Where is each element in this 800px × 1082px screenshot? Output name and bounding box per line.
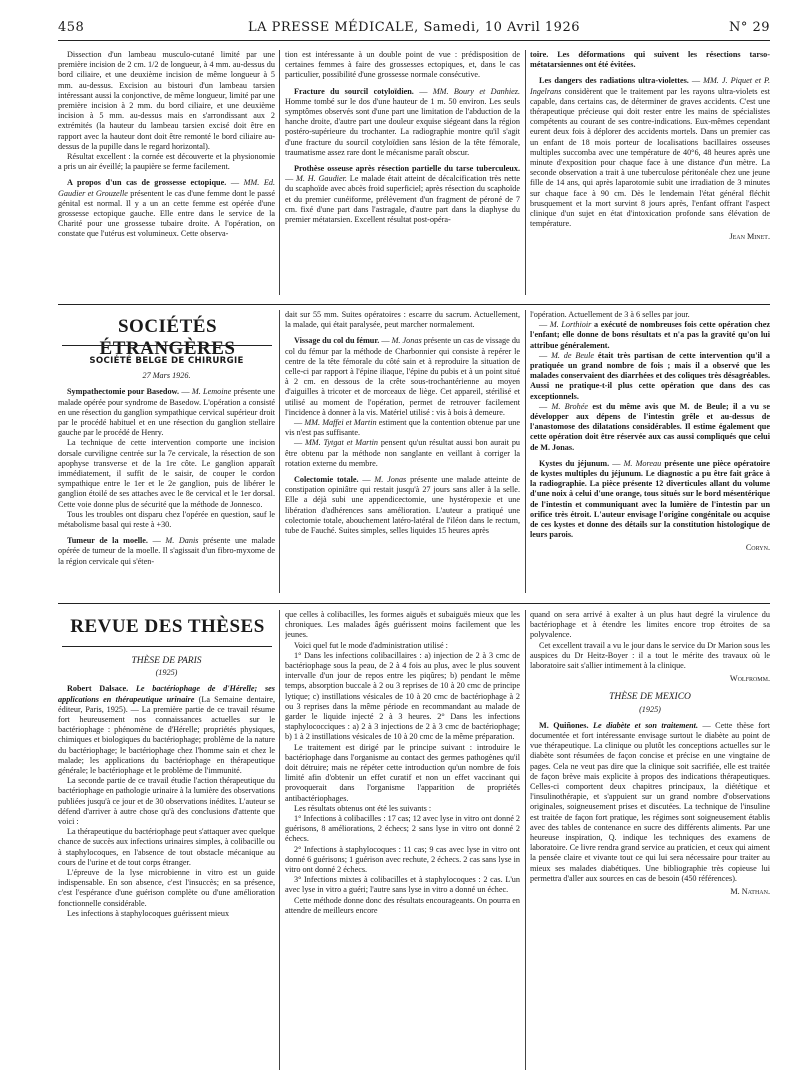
paragraph-text: est du même avis que M. de Beule; il a vu se développer aux dépens de l'intestin grêle et au-dessus de l'anastomose des dilatations considérables. Il estime également que cette opération doit être réservée aux cas aussi compliqués que celui de M. Jonas.	[530, 401, 770, 452]
paragraph	[285, 310, 520, 330]
paragraph-text: La seconde partie de ce travail étudie l'action thérapeutique du bactériophage en pathologie urinaire à la lumière des observations publiées jusqu'à ce jour et de 30 observations inédites. L'auteur se défend d'arriver à autre chose qu'à des conclusions d'attente que voici :	[58, 776, 275, 827]
paragraph	[285, 896, 520, 916]
paragraph-text: 2° Infections à staphylocoques : 11 cas; 9 cas avec lyse in vitro ont donné 6 guérisons; 1 guérison avec rechute, 2 échecs. 2 cas sans lyse in vitro ont donné 2 échecs.	[285, 844, 520, 875]
societes-column-1	[58, 350, 275, 585]
article-title: Le bactériophage de d'Hérelle; ses applications en thérapeutique urinaire	[58, 684, 275, 704]
article-heading: Vissage du col du fémur.	[294, 336, 382, 346]
paragraph-text: Résultat excellent : la cornée est découverte et la physionomie a pris un air éveillé; la paupière se ferme facilement.	[58, 152, 275, 172]
signature: Coryn.	[745, 543, 770, 553]
societes-column-3	[530, 310, 770, 600]
article-title: Le diabète et son traitement.	[593, 720, 703, 730]
top-column-3	[530, 50, 770, 300]
top-column-1	[58, 50, 275, 295]
paragraph-text: tion est intéressante à un double point de vue : prédisposition de certaines femmes à faire des grossesses ectopiques, et, dans le cas particulier, possibilité d'une grossesse normale consécutive.	[285, 50, 520, 80]
author: MM. Maffei et Martin	[304, 418, 379, 428]
paragraph: Sympathectomie pour Basedow. — M. Lemoine présente une malade opérée pour syndrome de Basedow. L'opération a consisté en une résection du ganglion sympathique cervical supérieur droit par le procédé habituel et en une résection du ganglion stellaire gauche par le procédé de Henry.	[58, 387, 275, 438]
paragraph	[58, 868, 275, 909]
paragraph-text: présente un cas de vissage du col du fémur par la méthode de Charbonnier qui consiste à repérer le centre de la tête fémorale du côté sain et à reproduire la situation de celle-ci par rapport à l'épine iliaque, l'épine du pubis et à un point situé à 2 cm. en dessous de la crête sous-trochantérienne au moyen d'aiguilles à tricoter et de morceaux de liège. Cet appareil, stérilisé et utilisé au moment de l'opération, permet de retrouver facilement l'incidence à donner à la vis. Matériel utilisé : vis à bois à demeure.	[285, 336, 520, 417]
page-number: 458	[58, 20, 85, 35]
author: M. Danis	[165, 536, 204, 546]
paragraph-text: Cette méthode donne donc des résultats encourageants. On pourra en attendre de meilleurs encore	[285, 895, 520, 915]
author: M. Jonas	[391, 336, 424, 346]
paragraph	[285, 641, 520, 651]
paragraph	[530, 50, 770, 70]
paragraph-text: Homme tombé sur le dos d'une hauteur de 1 m. 50 environ. Les seuls symptômes observés sont d'une part une limitation de l'abduction de la hanche droite, d'autre part une douleur exquise siégeant dans la région postéro-supérieure du trochanter. La radiographie montre qu'il s'agit d'une fracture du sourcil cotyloïdien sans lésion de la tête fémorale, traumatisme assez rare dont le mécanisme paraît obscur.	[285, 96, 520, 157]
section-divider	[58, 603, 770, 604]
paragraph: — MM. Tytgat et Martin pensent qu'un résultat aussi bon aurait pu être obtenu par la méthode non sanglante en veillant à corriger la rotation externe du membre.	[285, 438, 520, 468]
paragraph-text: Voici quel fut le mode d'administration utilisé :	[294, 640, 448, 650]
paragraph	[58, 827, 275, 868]
article-heading: Tumeur de la moelle.	[67, 536, 153, 546]
session-date: 27 Mars 1926.	[142, 371, 191, 381]
paragraph-text: 3° Infections mixtes à colibacilles et à staphylocoques : 2 cas. L'un avec lyse in vitro a guéri; l'autre sans lyse in vitro a donné un échec.	[285, 875, 520, 895]
author: MM. Boury et Danhiez.	[432, 86, 520, 96]
paragraph: Prothèse osseuse après résection partielle du tarse tuberculeux. — M. H. Gaudier. Le malade était atteint de décalcification très nette du scaphoïde avec abcès froid superficiel; après résection du scaphoïde et du premier cunéiforme, prélèvement d'un fragment de péroné de 7 cm. fixé d'une part dans l'astragale, d'autre part dans la diaphyse du premier métatarsien. Excellent résultat post-opéra-	[285, 164, 520, 225]
section-title-societes: SOCIÉTÉS ÉTRANGÈRES	[99, 316, 236, 359]
paragraph: — M. Lorthioir a exécuté de nombreuses fois cette opération chez l'enfant; elle donne de bons résultats et n'a pas la gravité qu'on lui attribue généralement.	[530, 320, 770, 350]
paragraph-text: Les résultats obtenus ont été les suivants :	[294, 803, 432, 813]
signature: Wolfromm.	[729, 674, 770, 684]
author: MM. Ed. Gaudier et Grouzelle	[58, 178, 275, 198]
paragraph-text: présente une malade atteinte de constipation opiniâtre qui restait jusqu'à 27 jours sans aller à la selle. Elle a déjà subi une appendicectomie, une hystéropexie et une libération d'adhérences sans amélioration. L'auteur a pratiqué une colectomie totale, abouchement latéro-latéral de l'iléon dans le rectum, tube de Fauché. Suites simples, selles liquides 15 heures après	[285, 475, 520, 536]
paragraph-text: 1° Infections à colibacilles : 17 cas; 12 avec lyse in vitro ont donné 2 guérisons, 8 améliorations, 2 échecs; 2 sans lyse in vitro ont donné 2 échecs.	[285, 814, 520, 844]
paragraph-text: était très partisan de cette intervention qu'il a pratiquée un grand nombre de fois ; mais il a observé que les malades conservaient des diarrhées et des coliques très désagréables. Aussi ne pratique-t-il plus cette opération que dans des cas exceptionnels.	[530, 350, 770, 401]
paragraph	[285, 804, 520, 814]
signature: M. Nathan.	[730, 887, 770, 897]
signature: Jean Minet.	[729, 232, 770, 242]
paragraph	[285, 610, 520, 641]
paragraph-text: La technique de cette intervention comporte une incision dorsale curviligne centrée sur la 7e cervicale, la résection de son apophyse transverse et de la 1re côte. Le ganglion apparaît immédiatement, il suffit de le saisir, de couper le cordon sympathique entre le 1er et le 2e ganglion, puis de libérer le ganglion étoilé de ses attaches avec le 8e cervical et le 1er dorsal. Cette voie donne plus de sécurité que la méthode de Jonnesco.	[58, 438, 275, 509]
section-divider	[58, 304, 770, 305]
paragraph: Tumeur de la moelle. — M. Danis présente une malade opérée de tumeur de la moelle. Il s'agissait d'un fibro-myxome de la région cervicale qui s'éten-	[58, 536, 275, 566]
paragraph-text: considèrent que le traitement par les rayons ultra-violets est capable, dans certains cas, de déterminer de graves accidents. C'est une thérapeutique précieuse qui doit rester entre les mains de spécialistes compétents au courant de ses contre-indications. Eux-mêmes cependant eurent deux fois à déplorer des accidents mortels. Dans un premier cas un enfant de 18 mois porteur de localisations bacillaires osseuses multiples succomba avec une température de 40°6, 48 heures après une minute d'exposition pour chaque face à une distance d'un mètre. La seconde observation a trait à une tuberculose péritonéale chez une jeune fille de 14 ans, qui après laparotomie subit une irradiation de 3 minutes sur chaque face à 90 cm. Dès le lendemain l'état général fléchit brusquement et la mort survint 8 jours après, l'enfant offrant l'aspect clinique d'un sujet en état d'intoxication profonde sans élévation de température.	[530, 86, 770, 229]
paragraph-text: présente une malade opérée pour syndrome de Basedow. L'opération a consisté en une résection du ganglion sympathique cervical supérieur droit par le procédé habituel et en une résection du ganglion stellaire gauche par le procédé de Henry.	[58, 387, 275, 438]
paragraph: — M. de Beule était très partisan de cette intervention qu'il a pratiquée un grand nombre de fois ; mais il a observé que les malades conservaient des diarrhées et des coliques très désagréables. Aussi ne pratique-t-il plus cette opération que dans des cas exceptionnels.	[530, 350, 770, 401]
author: MM. Tytgat et Martin	[304, 438, 381, 448]
paragraph-text: Dissection d'un lambeau musculo-cutané limité par une première incision de 2 cm. 1/2 de longueur, à 4 mm. au-dessus du bord ciliaire, et une deuxième incision de même longueur à 5 mm. au-dessus. Excision au bistouri d'un lambeau tarsien intéressant aussi la conjonctive, de même longueur, limité par une première incision à 2 mm. du bord ciliaire, et une deuxième incision à 5 mm. au-dessus mais en s'arrondissant aux 2 extrémités (la hauteur du lambeau tarsien excisé doit être en rapport avec la hauteur dont doit être remonté le bord ciliaire au-dessus de la pupille dans le regard horizontal).	[58, 50, 275, 151]
paragraph-text: présentent le cas d'une femme dont le passé génital est normal. Il y a un an cette femme est opérée d'une grossesse ectopique gauche. Elle entre dans le service de la Charité pour une grossesse tubaire droite. A l'opération, on constate que l'utérus est volumineux. Cette observa-	[58, 188, 275, 239]
paragraph: Kystes du jéjunum. — M. Moreau présente une pièce opératoire de kystes multiples du jéjunum. Le diagnostic a pu être fait grâce à la radiographie. La pièce présente 12 diverticules allant du volume d'une noix à celui d'une orange, tous situés sur le bord mésentérique de l'intestin et communiquant avec la lumière de l'intestin par un orifice très étroit. L'auteur envisage l'origine congénitale ou acquise de ces kystes et donne des détails sur la constitution histologique de leurs parois.	[530, 458, 770, 540]
paragraph: A propos d'un cas de grossesse ectopique. — MM. Ed. Gaudier et Grouzelle présentent le cas d'une femme dont le passé génital est normal. Il y a un an cette femme est opérée d'une grossesse ectopique gauche. Elle entre dans le service de la Charité pour une grossesse tubaire droite. A l'opération, on constate que l'utérus est volumineux. Cette observa-	[58, 178, 275, 239]
paragraph	[285, 814, 520, 845]
paragraph-text: Tous les troubles ont disparu chez l'opérée en question, sauf le métabolisme basal qui reste à +30.	[58, 509, 275, 530]
paragraph	[58, 684, 275, 776]
article-heading: M. Quiñones.	[539, 720, 593, 730]
paragraph	[58, 909, 275, 919]
issue-number: N° 29	[728, 20, 770, 35]
paragraph	[58, 152, 275, 172]
author: M. Jonas	[374, 475, 411, 485]
paragraph-text: L'épreuve de la lyse microbienne in vitro est un guide indispensable. En son absence, c'est l'insuccès; en sa présence, c'est l'espérance d'une guérison complète ou d'une amélioration fonctionnelle considérable.	[58, 868, 275, 908]
paragraph	[530, 610, 770, 641]
paragraph-text: estiment que la contention obtenue par une vis n'est pas suffisante.	[285, 418, 520, 438]
article-heading: Les dangers des radiations ultra-violettes.	[539, 76, 692, 86]
paragraph-text: (La Semaine dentaire, éditeur, Paris, 1925). — La première partie de ce travail résume fort heureusement nos connaissances actuelles sur le bactériophage : phénomène de d'Hérelle; propriétés physiques, chimiques et biologiques du bactériophage; problème de la nature du bactériophage; le bactériophage chez l'homme sain et chez le malade; les applications du bactériophage en thérapeutique générale; le bactériophage et le problème de l'immunité.	[58, 694, 275, 776]
paragraph	[530, 310, 770, 320]
societes-column-2	[285, 310, 520, 593]
paragraph	[285, 651, 520, 743]
top-column-2	[285, 50, 520, 295]
article-heading: Robert Dalsace.	[67, 684, 136, 694]
paragraph	[58, 438, 275, 509]
article-heading: Kystes du jéjunum.	[539, 458, 613, 468]
these-heading: THÈSE DE MEXICO	[609, 692, 691, 703]
article-heading: Fracture du sourcil cotyloïdien.	[294, 86, 420, 96]
author: M. Moreau	[623, 458, 665, 468]
paragraph: Fracture du sourcil cotyloïdien. — MM. Boury et Danhiez. Homme tombé sur le dos d'une hauteur de 1 m. 50 environ. Les seuls symptômes observés sont d'une part une limitation de l'abduction de la hanche droite, d'autre part une douleur exquise siégeant dans la région postéro-supérieure du trochanter. La radiographie montre qu'il s'agit d'une fracture du sourcil cotyloïdien sans lésion de la tête fémorale, traumatisme assez rare dont le mécanisme paraît obscur.	[285, 86, 520, 157]
author: M. de Beule	[551, 350, 598, 360]
these-year: (1925)	[155, 668, 178, 678]
paragraph-text: l'opération. Actuellement de 3 à 6 selles par jour.	[530, 310, 690, 319]
society-subtitle: SOCIÉTÉ BELGE DE CHIRURGIE	[89, 356, 244, 366]
theses-column-3	[530, 610, 770, 1070]
journal-title: LA PRESSE MÉDICALE, Samedi, 10 Avril 1926	[247, 20, 580, 35]
paragraph	[285, 50, 520, 81]
paragraph-text: 1° Dans les infections colibacillaires : a) injection de 2 à 3 cmc de bactériophage sous la peau, de 2 à 4 fois au plus, avec le plus souvent intervalle d'un jour de repos entre les piqûres; b) pendant le même temps, absorption buccale à 2 ou 3 reprises de 10 à 20 cmc de principe lytique; c) instillations vésicales de 10 à 20 cmc de bactériophage à 2 ou 3 reprises dans la même période en recommandant au malade de garder le liquide injecté 2 à 3 heures. 2° Dans les infections staphylococciques : a) 2 à 3 injections de 2 à 3 cmc de bactériophage; b) 1 à 2 instillations vésicales de 10 à 20 cmc de la même préparation.	[285, 650, 520, 742]
paragraph	[58, 776, 275, 827]
paragraph: Les dangers des radiations ultra-violettes. — MM. J. Piquet et P. Ingelrans considèrent que le traitement par les rayons ultra-violets est capable, dans certains cas, de déterminer de graves accidents. C'est une thérapeutique précieuse qui doit rester entre les mains de spécialistes compétents au courant de ses contre-indications. Eux-mêmes cependant eurent deux fois à déplorer des accidents mortels. Dans un premier cas un enfant de 18 mois porteur de localisations bacillaires osseuses multiples succomba avec une température de 40°6, 48 heures après une minute d'exposition pour chaque face à une distance d'un mètre. La seconde observation a trait à une tuberculose péritonéale chez une jeune fille de 14 ans, qui après laparotomie subit une irradiation de 3 minutes sur chaque face à 90 cm. Dès le lendemain l'état général fléchit brusquement et la mort survint 8 jours après, l'enfant offrant l'aspect clinique d'un sujet en état d'intoxication profonde sans élévation de température.	[530, 76, 770, 229]
section-title-theses: REVUE DES THÈSES	[70, 616, 265, 637]
paragraph	[530, 721, 770, 884]
paragraph-text: Le malade était atteint de décalcification très nette du scaphoïde avec abcès froid superficiel; après résection du scaphoïde et du premier cunéiforme, prélèvement d'un fragment de péroné de 7 cm. fixé d'une part dans l'astragale, d'autre part dans la diaphyse du premier métatarsien. Excellent résultat post-opéra-	[285, 174, 520, 225]
paragraph-text: Cet excellent travail a vu le jour dans le service du Dr Marion sous les auspices du Dr Heitz-Boyer : il a tout le mérite des travaux où le laboratoire sait s'allier intimement à la clinique.	[530, 640, 770, 671]
theses-column-1	[58, 648, 275, 1068]
paragraph-text: que celles à colibacilles, les formes aiguës et subaiguës mieux que les chroniques. Les malades âgés guérissent moins facilement que les jeunes.	[285, 610, 520, 640]
paragraph	[285, 875, 520, 895]
article-heading: Colectomie totale.	[294, 475, 363, 485]
author: M. Lemoine	[191, 387, 234, 397]
paragraph-text: La thérapeutique du bactériophage peut s'attaquer avec quelque chance de succès aux infections urinaires simples, à colibacille ou à staphylocoques, en l'absence de tout obstacle mécanique au cours de l'urine et de tout corps étranger.	[58, 827, 275, 867]
paragraph	[530, 641, 770, 672]
paragraph-text: Les infections à staphylocoques guérissent mieux	[67, 908, 230, 918]
paragraph-text: a exécuté de nombreuses fois cette opération chez l'enfant; elle donne de bons résultats et n'a pas la gravité qu'on lui attribue généralement.	[530, 320, 770, 350]
page-header	[58, 18, 770, 41]
theses-column-2	[285, 610, 520, 1070]
author: M. Brohée	[551, 401, 593, 411]
author: MM. J. Piquet et P. Ingelrans	[530, 76, 770, 96]
these-year: (1925)	[639, 704, 661, 714]
paragraph-text: toire. Les déformations qui suivent les résections tarso-métatarsiennes ont été évitées.	[530, 50, 770, 70]
paragraph	[285, 743, 520, 804]
paragraph: Vissage du col du fémur. — M. Jonas présente un cas de vissage du col du fémur par la méthode de Charbonnier qui consiste à repérer le centre de la tête fémorale du côté sain et à reproduire la situation de celle-ci par rapport à l'épine iliaque, l'épine du pubis et à un point situé à 2 cm. en dessous de la crête sous-trochantérienne au moyen d'aiguilles à tricoter et de morceaux de liège. Cet appareil, stérilisé et utilisé au moment de l'opération, permet de retrouver facilement l'incidence à donner à la vis. Matériel utilisé : vis à bois à demeure.	[285, 336, 520, 417]
paragraph: — M. Brohée est du même avis que M. de Beule; il a vu se développer aux dépens de l'intestin grêle et au-dessus de l'anastomose des dilatations considérables. Il estime également que cette opération doit être réservée aux cas aussi compliqués que celui de M. Jonas.	[530, 401, 770, 452]
paragraph-text: Le traitement est dirigé par le principe suivant : introduire le bactériophage dans l'organisme au contact des germes pathogènes qu'il doit détruire; mais ne répéter cette introduction qu'un nombre de fois limité afin d'obtenir un effet curatif et non un effet vaccinant qui provoquerait dans l'organisme l'apparition de propriétés antibactériophages.	[285, 742, 520, 803]
author: M. Lorthioir	[549, 320, 594, 330]
paragraph: — MM. Maffei et Martin estiment que la contention obtenue par une vis n'est pas suffisante.	[285, 418, 520, 438]
author: M. H. Gaudier.	[296, 174, 350, 184]
paragraph-text: présente une malade opérée de tumeur de la moelle. Il s'agissait d'un fibro-myxome de la région cervicale qui s'éten-	[58, 536, 275, 566]
paragraph	[58, 510, 275, 530]
paragraph-text: — Cette thèse fort documentée et fort intéressante envisage surtout le diabète au point de vue thérapeutique. La clinique ou plutôt les conceptions actuelles sur le diabète sont résumées de façon concise et précise en une vingtaine de pages. Cela ne veut pas dire que la clinique soit sacrifiée, elle est traitée de façon brève mais explicite à propos des indications thérapeutiques. Celles-ci comportent deux chapitres principaux, la diététique et l'insulinothérapie, et s'appuient sur un grand nombre d'observations originales, soigneusement prises et discutées. La technique de l'insuline est traitée de façon fort pratique, les régimes sont soigneusement établis avec des tables de contenance en sucre des différents aliments. Par une heureuse inspiration, Q. indique les techniques des examens de laboratoire. Ce livre rendra grand service au praticien, et ceux qui aiment la pensée claire et vivante tout ce qui lui sera nécessaire pour traiter au mieux ses malades diabétiques. Une bibliographie très copieuse lui permettra d'aller aux sources en cas de besoin (450 références).	[530, 720, 770, 883]
paragraph	[58, 50, 275, 152]
paragraph	[285, 845, 520, 876]
these-heading: THÈSE DE PARIS	[131, 656, 202, 666]
article-heading: Sympathectomie pour Basedow.	[67, 387, 182, 397]
article-heading: Prothèse osseuse après résection partielle du tarse tuberculeux.	[294, 164, 520, 174]
paragraph-text: pensent qu'un résultat aussi bon aurait pu être obtenu par la méthode non sanglante en veillant à corriger la rotation externe du membre.	[285, 438, 520, 468]
paragraph-text: dait sur 55 mm. Suites opératoires : escarre du sacrum. Actuellement, la malade, qui était paralysée, peut marcher normalement.	[285, 310, 520, 330]
article-heading: A propos d'un cas de grossesse ectopique.	[67, 178, 231, 188]
paragraph-text: quand on sera arrivé à exalter à un plus haut degré la virulence du bactériophage et à étendre les limites encore trop étroites de sa polyvalence.	[530, 610, 770, 640]
paragraph-text: présente une pièce opératoire de kystes multiples du jéjunum. Le diagnostic a pu être fait grâce à la radiographie. La pièce présente 12 diverticules allant du volume d'une noix à celui d'une orange, tous situés sur le bord mésentérique de l'intestin et communiquant avec la lumière de l'intestin par un orifice très étroit. L'auteur envisage l'origine congénitale ou acquise de ces kystes et donne des détails sur la constitution histologique de leurs parois.	[530, 458, 770, 540]
paragraph: Colectomie totale. — M. Jonas présente une malade atteinte de constipation opiniâtre qui restait jusqu'à 27 jours sans aller à la selle. Elle a déjà subi une appendicectomie, une hystéropexie et une libération d'adhérences sans amélioration. L'auteur a pratiqué une colectomie totale, abouchement latéro-latéral de l'iléon dans le rectum, tube de Fauché. Suites simples, selles liquides 15 heures après	[285, 475, 520, 536]
